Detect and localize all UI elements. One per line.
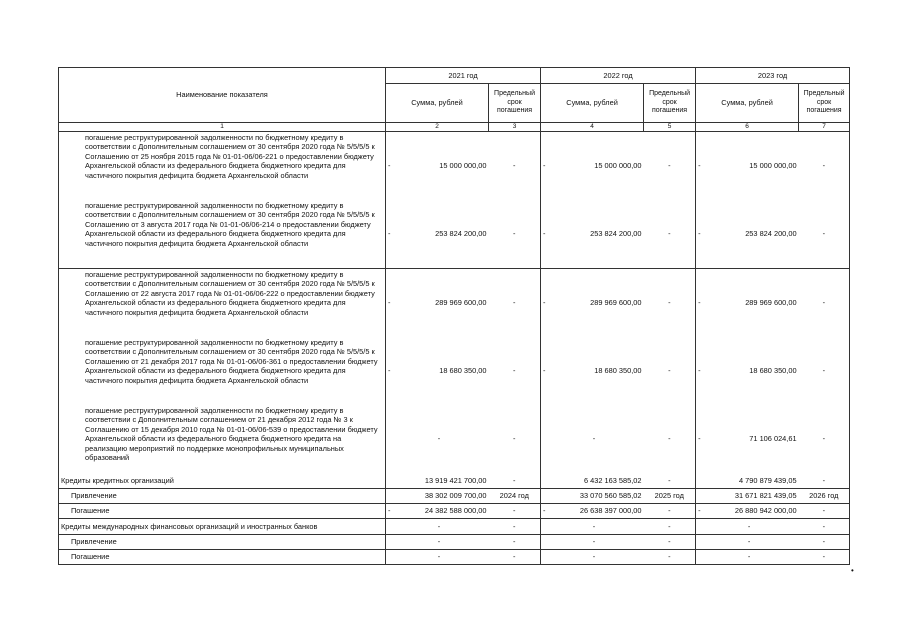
table-row (59, 405, 850, 473)
row-sum-2021: - (390, 535, 489, 550)
row-term-2022: - (644, 269, 696, 338)
row-name: погашение реструктурированной задолженности по бюджетному кредиту в соответствии с Дополнительным соглашением от 21 декабря 2012 года № 3 к Соглашению от 15 декабря 2010 года № 01-01-06/06-539 о предоставлении бюджету Архангельской области из федерального бюджета бюджетного кредита на реализацию мероприятий по поддержке монопрофильных муниципальных образований (59, 405, 386, 473)
column-header-year-2023: 2023 год (696, 68, 850, 84)
row-mark: - (541, 200, 545, 269)
column-header-term-2023: Предельный срок погашения (799, 84, 850, 123)
row-mark: - (386, 200, 390, 269)
header-row-column-numbers (59, 123, 850, 132)
row-sum-2021: 38 302 009 700,00 (390, 489, 489, 504)
column-number: 5 (644, 123, 696, 132)
row-term-2021: - (489, 550, 541, 565)
column-number: 7 (799, 123, 850, 132)
row-mark: - (696, 200, 700, 269)
column-number: 2 (386, 123, 489, 132)
row-mark: - (698, 298, 701, 308)
row-term-2022: - (644, 473, 696, 489)
row-term-2023: - (799, 132, 850, 201)
row-sum-2023: 253 824 200,00 (700, 200, 799, 269)
row-sum-2023: 31 671 821 439,05 (700, 489, 799, 504)
row-mark: - (388, 161, 391, 171)
row-mark: - (698, 434, 701, 444)
row-sum-2023: 289 969 600,00 (745, 298, 797, 308)
row-name: погашение реструктурированной задолженности по бюджетному кредиту в соответствии с Дополнительным соглашением от 30 сентября 2020 года № 5/5/5/5 к Соглашению от 22 августа 2017 года № 01-01-06/06-222 о предоставлении бюджету Архангельской области из федерального бюджета бюджетного кредита для частичного покрытия дефицита бюджета Архангельской области (59, 269, 386, 338)
table-row (59, 473, 850, 489)
row-name: Погашение (59, 504, 386, 519)
column-header-sum-2022: Сумма, рублей (541, 84, 644, 123)
row-sum-2023: - (700, 535, 799, 550)
row-sum-2021: - (390, 550, 489, 565)
row-name: Погашение (59, 550, 386, 565)
row-term-2023: - (799, 405, 850, 473)
row-term-2023: - (799, 504, 850, 519)
row-sum-2023: 4 790 879 439,05 (739, 475, 797, 485)
row-sum-2021: - (390, 519, 489, 535)
row-mark: - (388, 298, 391, 308)
row-term-2021: - (489, 337, 541, 405)
row-sum-2023: 15 000 000,00 (749, 161, 797, 171)
table-row (59, 269, 850, 338)
row-sum-2022: 253 824 200,00 (545, 200, 644, 269)
row-sum-2023: - (700, 550, 799, 565)
row-mark: - (696, 504, 700, 519)
column-header-year-2022: 2022 год (541, 68, 696, 84)
row-sum-2021: 289 969 600,00 (435, 298, 487, 308)
row-sum-2022: 33 070 560 585,02 (545, 489, 644, 504)
row-term-2021: - (489, 132, 541, 201)
header-row-years (59, 68, 850, 84)
row-sum-2021: 13 919 421 700,00 (424, 475, 487, 485)
row-term-2022: - (644, 337, 696, 405)
table-row (59, 535, 850, 550)
row-term-2022: - (644, 519, 696, 535)
row-sum-2021: 253 824 200,00 (390, 200, 489, 269)
row-mark: - (698, 161, 701, 171)
row-term-2021: - (489, 269, 541, 338)
row-term-2022: - (644, 504, 696, 519)
row-sum-2022: 289 969 600,00 (590, 298, 642, 308)
row-mark: - (543, 366, 546, 376)
column-number: 4 (541, 123, 644, 132)
row-name: погашение реструктурированной задолженности по бюджетному кредиту в соответствии с Дополнительным соглашением от 30 сентября 2020 года № 5/5/5/5 к Соглашению от 3 августа 2017 года № 01-01-06/06-214 о предоставлении бюджету Архангельской области из федерального бюджета бюджетного кредита для частичного покрытия дефицита бюджета Архангельской области (59, 200, 386, 269)
row-term-2022: - (644, 535, 696, 550)
column-header-sum-2023: Сумма, рублей (696, 84, 799, 123)
row-sum-2021: 15 000 000,00 (439, 161, 487, 171)
column-number: 3 (489, 123, 541, 132)
column-header-term-2021: Предельный срок погашения (489, 84, 541, 123)
row-term-2023: - (799, 473, 850, 489)
row-term-2023: 2026 год (799, 489, 850, 504)
budget-table (58, 67, 850, 565)
row-term-2023: - (799, 535, 850, 550)
table-row (59, 489, 850, 504)
row-term-2021: - (489, 519, 541, 535)
row-sum-2021: - (437, 434, 441, 444)
table-row (59, 519, 850, 535)
row-sum-2023: 26 880 942 000,00 (700, 504, 799, 519)
row-term-2023: - (799, 550, 850, 565)
row-name: погашение реструктурированной задолженности по бюджетному кредиту в соответствии с Дополнительным соглашением от 30 сентября 2020 года № 5/5/5/5 к Соглашению от 25 ноября 2015 года № 01-01-06/06-221 о предоставлении бюджету Архангельской области из федерального бюджета бюджетного кредита для частичного покрытия дефицита бюджета Архангельской области (59, 132, 386, 201)
row-mark: - (543, 298, 546, 308)
row-term-2021: - (489, 473, 541, 489)
row-term-2023: - (799, 269, 850, 338)
row-sum-2022: - (545, 550, 644, 565)
row-term-2021: - (489, 200, 541, 269)
column-number: 1 (59, 123, 386, 132)
row-mark: - (388, 366, 391, 376)
row-term-2022: - (644, 200, 696, 269)
row-sum-2021: 24 382 588 000,00 (390, 504, 489, 519)
row-term-2023: - (799, 200, 850, 269)
column-header-year-2021: 2021 год (386, 68, 541, 84)
row-mark: - (543, 161, 546, 171)
row-mark: - (698, 366, 701, 376)
row-mark: - (541, 504, 545, 519)
row-sum-2022: 15 000 000,00 (594, 161, 642, 171)
row-term-2022: - (644, 405, 696, 473)
column-header-name: Наименование показателя (59, 68, 386, 123)
row-mark: - (386, 504, 390, 519)
row-term-2022: 2025 год (644, 489, 696, 504)
row-sum-2023: 71 106 024,61 (749, 434, 797, 444)
row-name: погашение реструктурированной задолженности по бюджетному кредиту в соответствии с Дополнительным соглашением от 30 сентября 2020 года № 5/5/5/5 к Соглашению от 21 декабря 2017 года № 01-01-06/06-361 о предоставлении бюджету Архангельской области из федерального бюджета бюджетного кредита для частичного покрытия дефицита бюджета Архангельской области (59, 337, 386, 405)
column-header-sum-2021: Сумма, рублей (386, 84, 489, 123)
row-sum-2023: - (700, 519, 799, 535)
row-sum-2022: 18 680 350,00 (594, 366, 642, 376)
column-number: 6 (696, 123, 799, 132)
table-row (59, 200, 850, 269)
row-term-2021: 2024 год (489, 489, 541, 504)
row-name: Привлечение (59, 535, 386, 550)
row-term-2023: - (799, 519, 850, 535)
row-sum-2022: - (545, 535, 644, 550)
column-header-term-2022: Предельный срок погашения (644, 84, 696, 123)
row-name: Кредиты международных финансовых организаций и иностранных банков (59, 519, 386, 535)
row-term-2023: - (799, 337, 850, 405)
row-sum-2022: - (592, 434, 596, 444)
row-sum-2023: 18 680 350,00 (749, 366, 797, 376)
row-name: Кредиты кредитных организаций (59, 473, 386, 489)
row-term-2021: - (489, 535, 541, 550)
row-sum-2022: - (545, 519, 644, 535)
row-term-2021: - (489, 405, 541, 473)
page-mark: • (851, 566, 854, 575)
row-sum-2021: 18 680 350,00 (439, 366, 487, 376)
row-sum-2022: 6 432 163 585,02 (583, 475, 642, 485)
row-sum-2022: 26 638 397 000,00 (545, 504, 644, 519)
row-name: Привлечение (59, 489, 386, 504)
table-row (59, 504, 850, 519)
table-row (59, 337, 850, 405)
row-term-2022: - (644, 550, 696, 565)
table-row (59, 550, 850, 565)
table-row (59, 132, 850, 201)
row-term-2022: - (644, 132, 696, 201)
row-term-2021: - (489, 504, 541, 519)
